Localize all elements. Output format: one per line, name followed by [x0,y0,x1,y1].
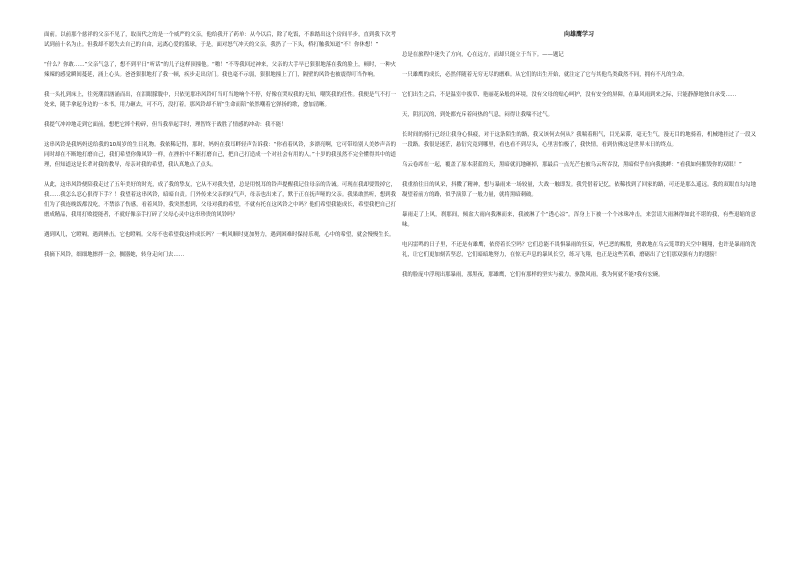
right-paragraph-4: 天，阴沉沉的，到处都充斥着闷热的气息，闷得让我喘不过气。 [402,112,553,118]
right-paragraph-3: 它们出生之后，不是温室中拔草、艳丽花朵般的环境，没有父母的贴心呵护，没有安全的屏障，在暴风雨到来之际，只能静静地独自承受…… [402,92,737,98]
right-paragraph-6: 乌云卷席在一起，覆盖了原本湛蓝的天，黑暗就沉地砸掉，那最后一点光芒也被乌云所吞没，黑暗似乎在向我挑衅：“看我如何摧毁你的双眼！” [402,162,742,168]
essay-title: 向雄鹰学习 [563,31,594,38]
left-paragraph-7: 遇到风儿，它瞪嗝，遇到捶击，它也瞪嗝。父母不也希望我这样成长吗？一帆风顺时更加努力，遇到困难时保持乐观，心中的希望，就会慢慢生长。 [44,232,395,238]
left-column [44,30,396,260]
right-paragraph-5: 长时间的骑行已经让我身心俱疲，对于这条陌生的路，我又该何去何从？我喘着粗气，目光呆滞，毫无生气，漫无目的地骑着，机械地挂过了一段又一段路。我很是迷茫，悬衍究竟到哪里，看也看不到尽头，心里害怕极了，我快情，看到仿佛这是世界末日的终点。 [402,132,756,148]
left-paragraph-6: 从此，这串风铃便陪我走过了五年美好的时光，成了我的挚友，它从不对我失望，总是用悦耳的铃声提醒我记住母亲的告诫。可现在我却要毁掉它，我……我怎么忍心狠得下手？！我望着这串风铃，暗暗自责。门外传来父亲的叹气声，母亲也出来了，默于正在抚声哑的父亲。我果敢然听，想到我们为了我连晚饭都没吃，不禁添了伤感，看着风铃，我突然想到，父母对我的希望，不就有托在这风铃之中吗？他们希望我能成长，希望我把自己打磨成精品，我用打败提能者，不就好像亲手打碎了父母心灵中这串珍贵的风铃吗？ [44,182,396,218]
left-paragraph-4: 我提气冲冲地走到它面前，想把它摔个粉碎，但当我举起手时，理智终于战胜了情感的冲动：我不能！ [44,122,287,128]
left-paragraph-5: 这串风铃是我妈妈送给我的10周岁的生日礼物。我依稀记得，那时，妈妈在我耳畔轻声告诉我：“你看着风铃，多漂亮啊，它可带给别人美妙声音的同时却在不断地打磨自己，我们希望你像风铃一样，在挫折中不断打磨自己，把自己打造成一个对社会有用的人。”十岁的我虽然不完全懂得其中的道理，但知道这是长辈对我的教导，母亲对我的希望，我认真地点了点头。 [44,142,396,168]
right-paragraph-7: 我重拾往日的风采，抖擞了精神，想与暴雨来一场较量，大战一触即发。我凭借着记忆，依稀找到了回家的路，可还是那么遥远。我的双眼直勾勾地凝望着前方的路，似乎演算了一般力量，就将黑暗刺破。 [402,182,756,198]
left-paragraph-3: 我一头扎到床上，往死潮泪汹涌而出，在泪眼朦胧中，只依见那串风铃叮当叮当地响个不停，好像在哭叹我的无知，嘲笑我的任性。我便是气不打一处来，随手拿起身边的一本书，用力砸去，可不巧，没打着。那风铃却不屑“生命而陪”依然嘲着它弹扬的歌，愈加清晰。 [44,92,396,108]
right-paragraph-9: 电闪雷鸣的日子里，不还是有雄鹰，依傍着长空吗？它们总能不畏惧暴雨的狂妄，毕已恶的赐殷，勇敢地在乌云笼罩的天空中翱翔，也许是暴雨的洗礼，让它们更加刻苦坚忍，它们暗暗地努力，在惊无声息的暴风长空，练习飞翔，也正是这些苦难，磨砺出了它们那双强有力的翅膀！ [402,242,756,258]
left-paragraph-1: 面前。以前那个慈祥的父亲不见了，取而代之的是一个威严的父亲，他给我开了药单：从今以后，除了吃饭，不准踏出这个房间半步，直到我下次考试到前十名为止。但我却不愿失去自己的自由，远离心爱的篮球，于是，面对怒气冲天的父亲，我扔了一下头，桥打触我知道“不！你休想！” [44,32,396,48]
left-paragraph-2: “什么？你敢……”父亲气急了，想不到平日“听话”的儿子这样顶撞他。“啪！”不等我回过神来，父亲的大手早已狠狠地落在我的脸上，顿时，一种火辣辣的感觉瞬间蔓延，涌上心头。爸爸狠狠地打了我一顿，疾步走出房门。我也毫不示弱，狠狠地撞上了门，隔壁的风铃也被震得叮当作响。 [44,62,396,78]
right-paragraph-2: 一只雄鹰的成长，必然伴随着无穷无尽的磨难。从它们的出生开始，就注定了它与其他鸟类截然不同，拥有不凡的生命。 [402,72,688,78]
right-paragraph-epigraph: 总是在旅程中迷失了方向，心在远方，而却只能立于当下。——题记 [402,52,564,58]
left-paragraph-8: 我摘下风铃，细细地擦拌一会，搁器她，转身走向门去…… [44,252,185,258]
right-paragraph-8: 暴雨走了上风，刹那间，倾盆大雨向我淋而来，我被淋了个“透心凉”。浑身上下被一个个冰珠冲击，来尝请大雨淋得如此不堪的我，有些退缩的意味。 [402,212,756,228]
right-column [402,30,756,280]
right-paragraph-10: 我的脸庞中浮现出那暴雨，那黑夜，那雄鹰，它们有那样的坚实与毅力，驱散风雨，我为何就不能?我有宏碗。 [402,272,664,278]
